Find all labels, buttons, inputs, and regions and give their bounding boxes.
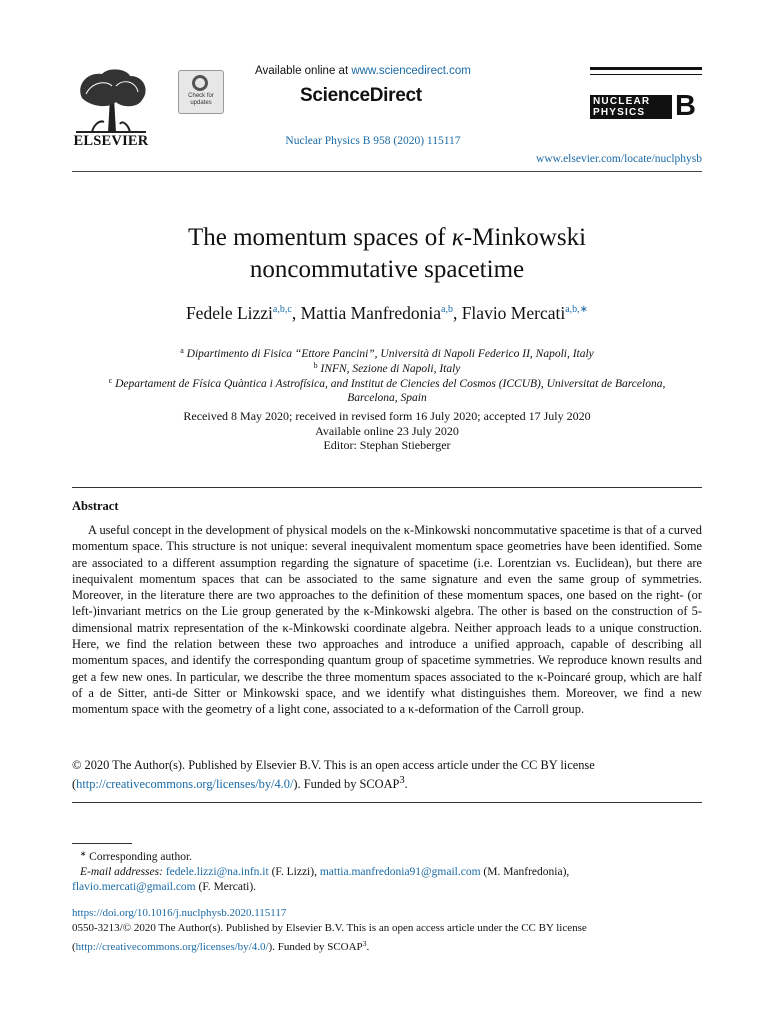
affiliation-text: Dipartimento di Fisica “Ettore Pancini”, Università di Napoli Federico II, Napoli, Italy (186, 348, 594, 360)
license-end: . (366, 941, 370, 953)
affiliation-c (90, 374, 684, 405)
journal-logo-rule (590, 67, 702, 70)
title-kappa: κ (451, 224, 464, 251)
sciencedirect-link[interactable]: www.sciencedirect.com (351, 65, 471, 77)
email-owner: (F. Lizzi), (268, 866, 320, 878)
abstract-heading: Abstract (72, 499, 119, 513)
received-dates: Received 8 May 2020; received in revised form 16 July 2020; accepted 17 July 2020 (183, 409, 591, 423)
article-title (72, 222, 702, 286)
cc-license-link[interactable]: http://creativecommons.org/licenses/by/4.0/ (76, 777, 294, 792)
license-funding: . Funded by SCOAP (272, 941, 363, 953)
license-line: (http://creativecommons.org/licenses/by/4.0/). Funded by SCOAP$^3$. (72, 939, 370, 953)
affiliation-text: Departament de Física Quàntica i Astrofísica, and Institut de Ciencies del Cosmos (ICCUB), Universitat de Barcelona, Barcelona, Spain (115, 378, 666, 404)
email-owner: (M. Manfredonia), (480, 866, 570, 878)
title-line2: noncommutative spacetime (249, 256, 525, 283)
corresponding-note (72, 846, 702, 865)
footnotes (72, 846, 702, 895)
author-affiliation-marks[interactable]: a,b,c (272, 304, 292, 315)
author-name: Flavio Mercati (461, 303, 566, 323)
abstract-bottom-rule (72, 802, 702, 803)
license-funding: . Funded by SCOAP (297, 777, 400, 792)
email-addresses (72, 865, 702, 880)
abstract-top-rule (72, 487, 702, 488)
available-online (255, 65, 515, 77)
cc-license-link[interactable]: http://creativecommons.org/licenses/by/4.0/ (75, 941, 269, 953)
author-name: Fedele Lizzi (185, 303, 273, 323)
license-end: . (404, 777, 408, 792)
footnote-rule (72, 843, 132, 844)
scoap-sup: 3 (399, 775, 405, 787)
affiliation-label: c (108, 376, 113, 385)
author-list: Fedele Lizzi$^{a,b,c}$, Mattia Manfredonia$^{a,b}$, Flavio Mercati$^{a,b,∗}$ (185, 303, 589, 323)
scoap-sup: 3 (362, 939, 367, 948)
author-affiliation-marks[interactable]: a,b,∗ (565, 304, 589, 315)
title-part1: The momentum spaces of (187, 224, 452, 251)
check-for-updates-badge[interactable] (178, 70, 224, 114)
journal-logo-letter: B (675, 90, 696, 122)
check-updates-icon (192, 75, 208, 91)
email-addresses-cont (72, 880, 702, 895)
affiliation-label: b (313, 361, 318, 370)
affiliation-text: INFN, Sezione di Napoli, Italy (320, 363, 461, 375)
nuclear-physics-logo (590, 95, 672, 119)
issn-line: 0550-3213/© 2020 The Author(s). Published by Elsevier B.V. This is an open access article under the CC BY license (72, 922, 587, 934)
email-link[interactable]: flavio.mercati@gmail.com (72, 881, 196, 893)
available-online-date: Available online 23 July 2020 (315, 424, 459, 438)
check-updates-label: Check for updates (188, 93, 214, 106)
author-affiliation-marks[interactable]: a,b (441, 304, 453, 315)
header-divider (72, 171, 702, 172)
abstract-license: © 2020 The Author(s). Published by Elsevier B.V. This is an open access article under the CC BY license (http://creativecommons.org/licenses/by/4.0/). Funded by SCOAP$^3$. (72, 758, 595, 792)
footnote-star: ∗ (80, 849, 87, 858)
doi-block (72, 906, 702, 955)
journal-reference[interactable]: Nuclear Physics B 958 (2020) 115117 (285, 135, 461, 147)
elsevier-wordmark: ELSEVIER (73, 133, 149, 149)
author-name: Mattia Manfredonia (300, 303, 441, 323)
email-link[interactable]: fedele.lizzi@na.infn.it (165, 866, 269, 878)
journal-logo-line2: PHYSICS (593, 107, 646, 118)
license-text: © 2020 The Author(s). Published by Elsevier B.V. This is an open access article under the CC BY license (72, 758, 595, 772)
journal-logo-line1: NUCLEAR (593, 96, 651, 107)
abstract-text: A useful concept in the development of physical models on the κ-Minkowski noncommutative spacetime is that of a curved momentum space. This structure is not unique: several inequivalent momentum space geometries have been identified. Some are associated to a different assumption regarding the signature of spacetime (i.e. Lorentzian vs. Euclidean), but there are inequivalent momentum spaces that can be associated to the same signature and even the same group of symmetries. Moreover, in the literature there are two approaches to the definition of these momentum spaces, one based on the right- (or left-)invariant metrics on the Lie group generated by the κ-Minkowski algebra. The other is based on the construction of 5-dimensional matrix representation of the κ-Minkowski coordinate algebra. Neither approach leads to a unique construction. Here, we find the relation between these two approaches and introduce a unified approach, capable of describing all momentum spaces, and identify the corresponding quantum group of spacetime symmetries. We reproduce known results and get a few new ones. In particular, we describe the three momentum spaces associated to the κ-Poincaré group, which are half of a de Sitter, anti-de Sitter or Minkowski space, and we identify what distinguishes them. Moreover, we find a new momentum space with the geometry of a light cone, associated to a κ-deformation of the Carroll group. (72, 523, 702, 717)
sciencedirect-logo: ScienceDirect (300, 85, 422, 106)
email-label: E-mail addresses: (80, 866, 163, 878)
journal-logo-rule-thin (590, 74, 702, 75)
elsevier-tree-logo (72, 68, 150, 134)
doi-link[interactable]: https://doi.org/10.1016/j.nuclphysb.2020.115117 (72, 907, 287, 919)
email-link[interactable]: mattia.manfredonia91@gmail.com (319, 866, 481, 878)
corresponding-text: Corresponding author. (89, 851, 193, 863)
title-part2: -Minkowski (463, 224, 587, 251)
editor: Editor: Stephan Stieberger (323, 438, 451, 452)
affiliation-label: a (180, 346, 184, 355)
email-owner: (F. Mercati). (195, 881, 257, 893)
available-prefix: Available online at (255, 65, 349, 77)
journal-url-link[interactable]: www.elsevier.com/locate/nuclphysb (536, 153, 702, 165)
